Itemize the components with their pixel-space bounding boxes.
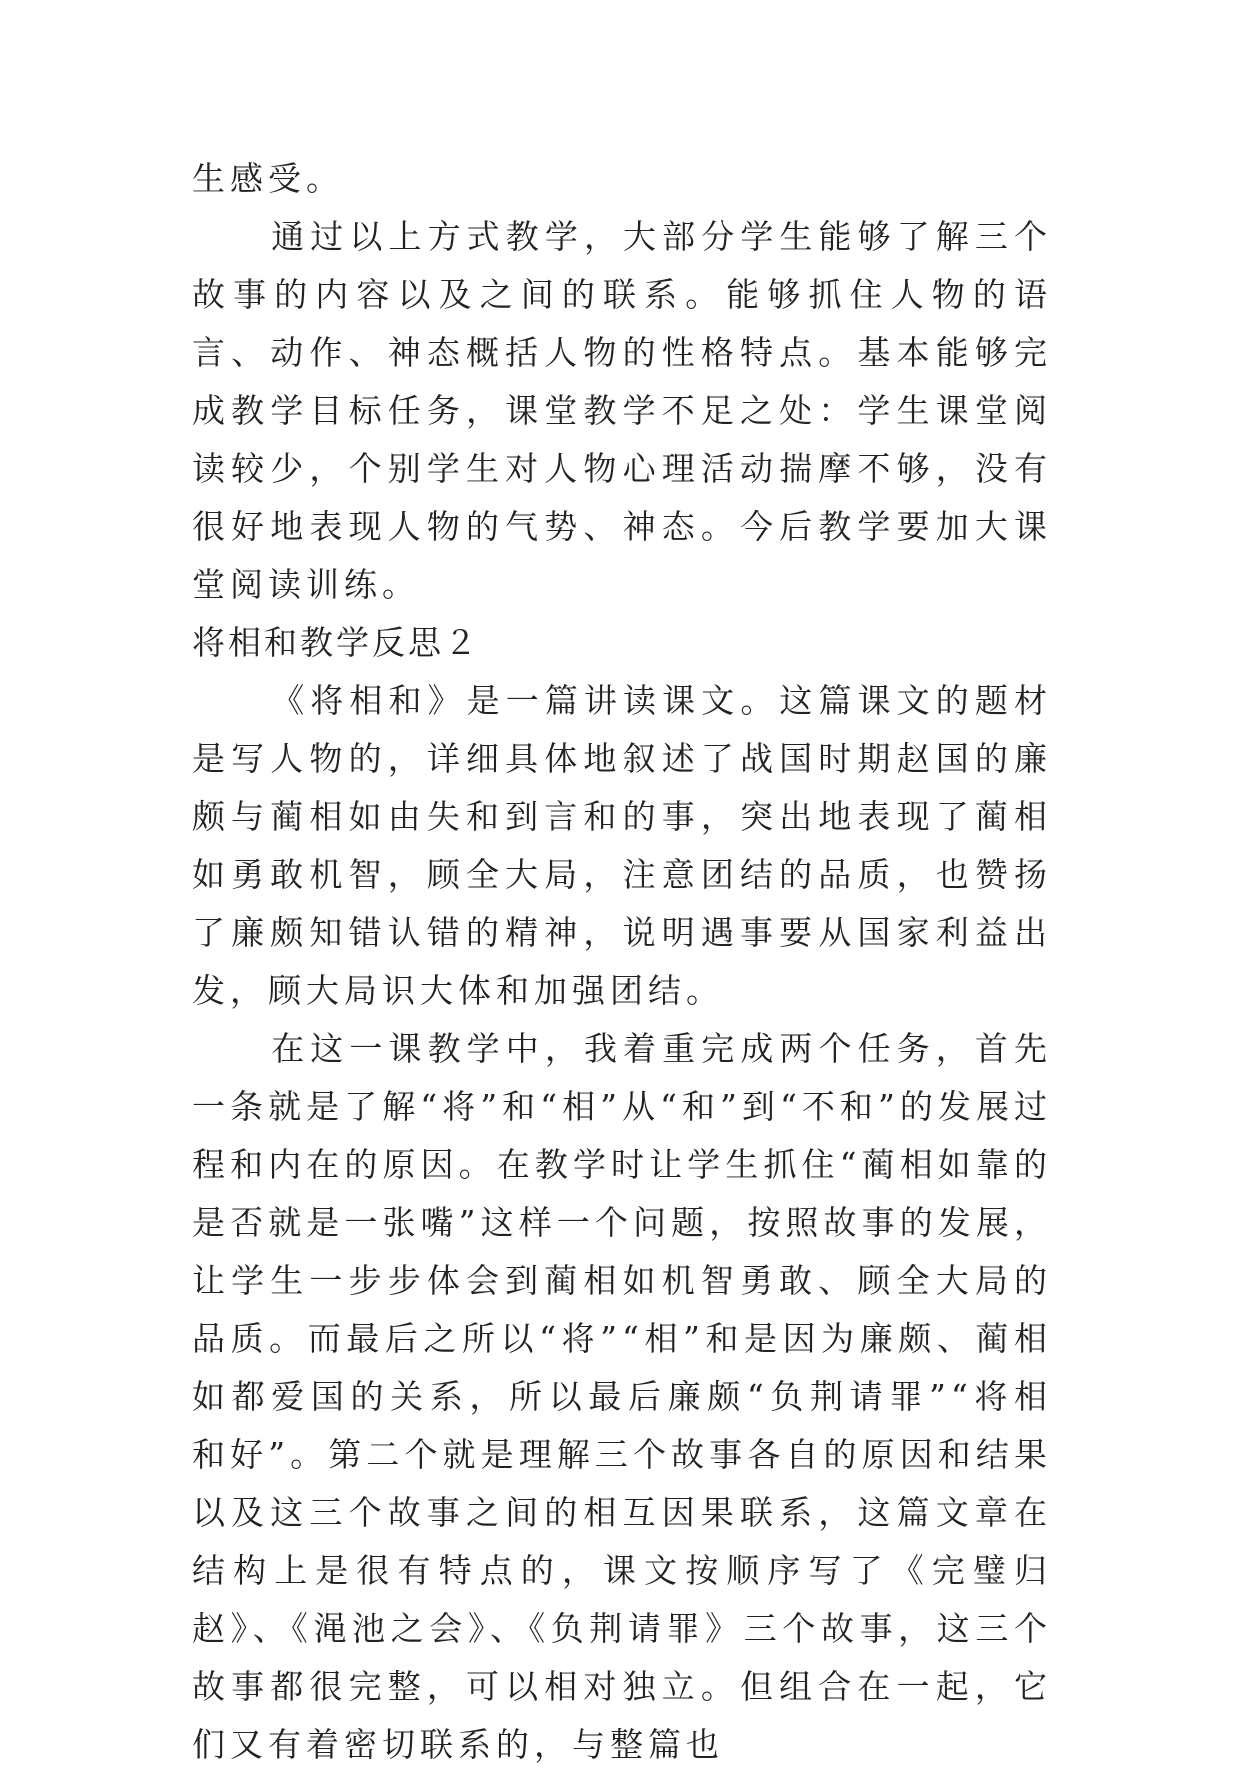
- document-body: [192, 150, 1052, 1774]
- paragraph-text-intro: 《将相和》是一篇讲读课文。这篇课文的题材是写人物的，详细具体地叙述了战国时期赵国的廉颇与蔺相如由失和到言和的事，突出地表现了蔺相如勇敢机智，顾全大局，注意团结的品质，也赞扬了廉颇知错认错的精神，说明遇事要从国家利益出发，顾大局识大体和加强团结。: [192, 681, 1052, 1010]
- paragraph-teaching-tasks: 在这一课教学中，我着重完成两个任务，首先一条就是了解“将”和“相”从“和”到“不和”的发展过程和内在的原因。在教学时让学生抓住“蔺相如靠的是否就是一张嘴”这样一个问题，按照故事的发展，让学生一步步体会到蔺相如机智勇敢、顾全大局的品质。而最后之所以“将”“相”和是因为廉颇、蔺相如都爱国的关系，所以最后廉颇“负荆请罪”“将相和好”。第二个就是理解三个故事各自的原因和结果以及这三个故事之间的相互因果联系，这篇文章在结构上是很有特点的，课文按顺序写了《完璧归赵》、《渑池之会》、《负荆请罪》三个故事，这三个故事都很完整，可以相对独立。但组合在一起，它们又有着密切联系的，与整篇也: [192, 1029, 1052, 1764]
- paragraph-teaching-result: 通过以上方式教学，大部分学生能够了解三个故事的内容以及之间的联系。能够抓住人物的语言、动作、神态概括人物的性格特点。基本能够完成教学目标任务，课堂教学不足之处：学生课堂阅读较少，个别学生对人物心理活动揣摩不够，没有很好地表现人物的气势、神态。今后教学要加大课堂阅读训练。: [192, 217, 1052, 604]
- continuation-text: 生感受。: [192, 159, 344, 198]
- section-heading: 将相和教学反思２: [192, 623, 480, 662]
